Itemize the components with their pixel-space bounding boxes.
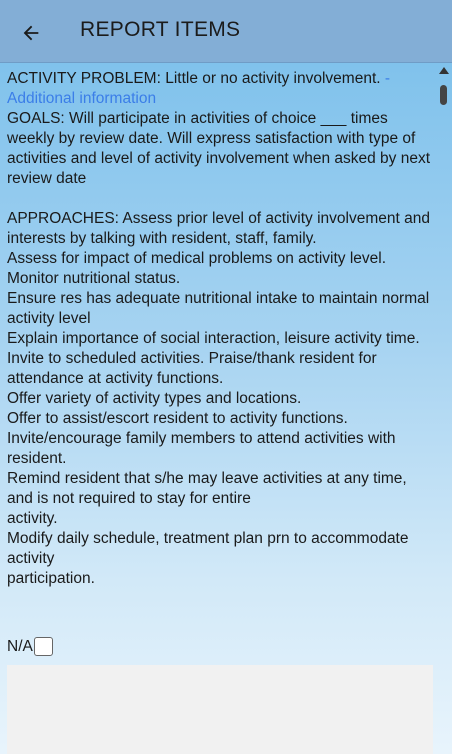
scroll-thumb[interactable] xyxy=(440,85,447,105)
problem-statement xyxy=(7,69,435,109)
back-button[interactable] xyxy=(14,16,48,50)
approach-item: Offer to assist/escort resident to activity functions. xyxy=(7,410,348,427)
approach-item: Invite to scheduled activities. Praise/thank resident for attendance at activity functions. xyxy=(7,350,377,387)
care-plan-text xyxy=(7,69,435,589)
approach-item: Remind resident that s/he may leave activities at any time, and is not required to stay for entire xyxy=(7,470,407,507)
app-bar xyxy=(0,0,452,63)
approach-item: Modify daily schedule, treatment plan prn to accommodate activity xyxy=(7,530,409,567)
approach-item: Invite/encourage family members to attend activities with resident. xyxy=(7,430,396,467)
approach-item: Offer variety of activity types and locations. xyxy=(7,390,302,407)
scrollbar[interactable] xyxy=(436,63,452,754)
report-content[interactable] xyxy=(0,63,452,754)
na-option[interactable] xyxy=(7,637,53,656)
arrow-left-icon xyxy=(20,22,42,44)
notes-field[interactable] xyxy=(7,665,433,754)
approach-item: Assess for impact of medical problems on activity level. Monitor nutritional status. xyxy=(7,250,387,287)
approach-item: APPROACHES: Assess prior level of activity involvement and interests by talking with resident, staff, family. xyxy=(7,210,430,247)
additional-info-link[interactable]: - Additional information xyxy=(7,70,391,107)
approach-item: participation. xyxy=(7,570,95,587)
approach-item: Ensure res has adequate nutritional intake to maintain normal activity level xyxy=(7,290,430,327)
approach-item: Explain importance of social interaction, leisure activity time. xyxy=(7,330,420,347)
na-checkbox[interactable] xyxy=(34,637,53,656)
na-label: N/A xyxy=(7,637,33,655)
goals-text: GOALS: Will participate in activities of choice ___ times weekly by review date. Will express satisfaction with type of activities and level of activity involvement when asked by next review date xyxy=(7,110,431,187)
approach-item: activity. xyxy=(7,510,58,527)
problem-text: ACTIVITY PROBLEM: Little or no activity involvement. xyxy=(7,70,385,87)
scroll-up-arrow-icon[interactable] xyxy=(439,67,449,74)
page-title: REPORT ITEMS xyxy=(80,18,241,41)
